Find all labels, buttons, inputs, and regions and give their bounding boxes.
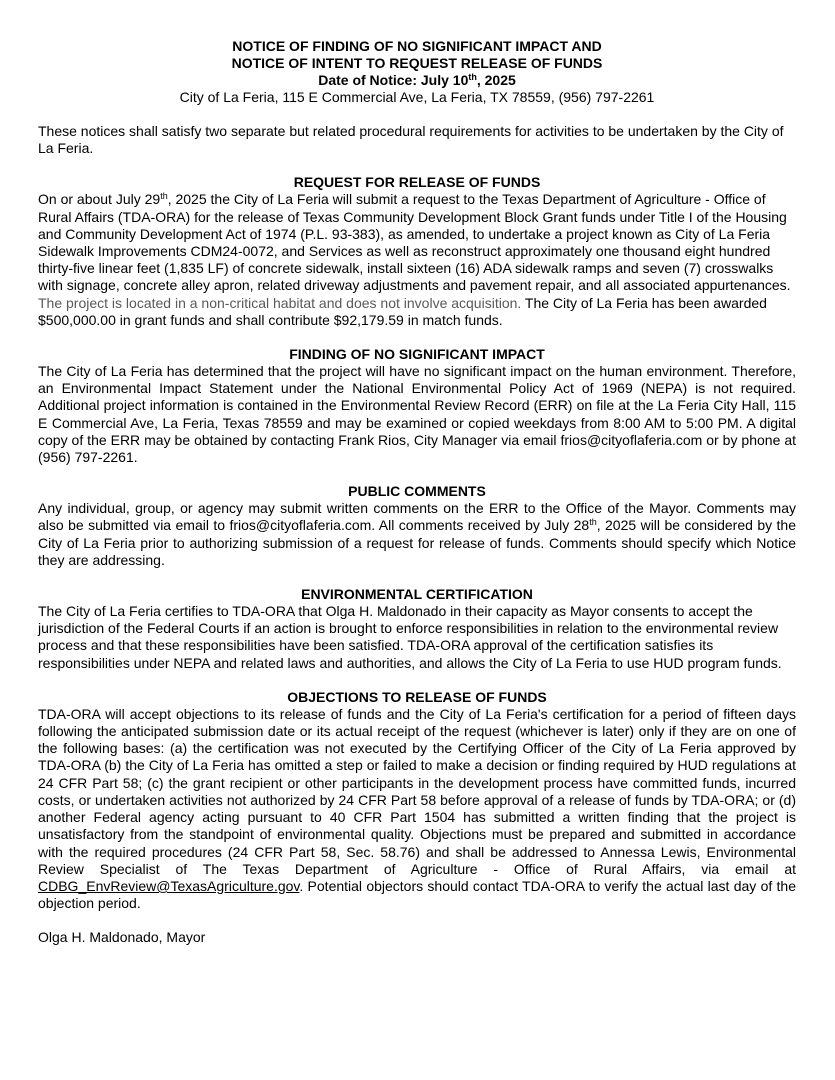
rrof-text-end: The City of La Feria has been awarded $500,000.00 in grant funds and shall contribute $92,179.59 in match funds. [38, 294, 767, 328]
intro-paragraph: These notices shall satisfy two separate but related procedural requirements for activities to be undertaken by the City of La Feria. [38, 123, 784, 157]
notice-title-line-2: NOTICE OF INTENT TO REQUEST RELEASE OF FUNDS [231, 55, 603, 71]
notice-date-suffix: , 2025 [476, 72, 516, 88]
notice-page [38, 38, 796, 946]
mayor-signature-line: Olga H. Maldonado, Mayor [38, 929, 206, 946]
notice-title-line-1: NOTICE OF FINDING OF NO SIGNIFICANT IMPACT AND [232, 38, 602, 54]
objections-text-pre: TDA-ORA will accept objections to its release of funds and the City of La Feria's certification for a period of fifteen days following the anticipated submission date or its actual receipt of the request (whichever is later) only if they are on one of the following bases: (a) the certification was not executed by the Certifying Officer of the City of La Feria approved by TDA-ORA (b) the City of La Feria has omitted a step or failed to make a decision or finding required by HUD regulations at 24 CFR Part 58; (c) the grant recipient or other participants in the development process have committed funds, incurred costs, or undertaken activities not authorized by 24 CFR Part 58 before approval of a release of funds by TDA-ORA; or (d) another Federal agency acting pursuant to 40 CFR Part 1504 has submitted a written finding that the project is unsatisfactory from the standpoint of environmental quality. Objections must be prepared and submitted in accordance with the required procedures (24 CFR Part 58, Sec. 58.76) and shall be addressed to Annessa Lewis, Environmental Review Specialist of The Texas Department of Agriculture - Office of Rural Affairs, via email at [38, 705, 796, 877]
certification-heading: ENVIRONMENTAL CERTIFICATION [301, 586, 533, 603]
objections-paragraph [38, 706, 796, 912]
comments-text-post: , 2025 will be considered by the City of La Feria prior to authorizing submission of a request for release of funds. Comments should specify which Notice they are addressing. [38, 517, 796, 568]
rrof-text-grey: The project is located in a non-critical habitat and does not involve acquisition. [38, 294, 522, 311]
comments-text-pre: Any individual, group, or agency may submit written comments on the ERR to the Office of the Mayor. Comments may also be submitted via email to frios@cityoflaferia.com. All comments received by July 28 [38, 500, 796, 534]
rrof-heading: REQUEST FOR RELEASE OF FUNDS [293, 174, 541, 191]
rrof-text-main: , 2025 the City of La Feria will submit a request to the Texas Department of Agriculture - Office of Rural Affairs (TDA-ORA) for the release of Texas Community Development Block Grant funds under Title I of the Housing and Community Development Act of 1974 (P.L. 93-383), as amended, to undertake a project known as City of La Feria Sidewalk Improvements CDM24-0072, and Services as well as reconstruct approximately one thousand eight hundred thirty-five linear feet (1,835 LF) of concrete sidewalk, install sixteen (16) ADA sidewalk ramps and seven (7) crosswalks with signage, concrete alley apron, related driveway adjustments and pavement repair, and all associated appurtenances. [38, 191, 791, 294]
fonsi-heading: FINDING OF NO SIGNIFICANT IMPACT [289, 346, 545, 363]
notice-date [38, 72, 796, 89]
fonsi-paragraph: The City of La Feria has determined that the project will have no significant impact on the human environment. Therefore, an Environmental Impact Statement under the National Environmental Policy Act of 1969 (NEPA) is not required. Additional project information is contained in the Environmental Review Record (ERR) on file at the La Feria City Hall, 115 E Commercial Ave, La Feria, Texas 78559 and may be examined or copied weekdays from 8:00 AM to 5:00 PM. A digital copy of the ERR may be obtained by contacting Frank Rios, City Manager via email frios@cityoflaferia.com or by phone at (956) 797-2261. [38, 363, 796, 466]
objections-heading: OBJECTIONS TO RELEASE OF FUNDS [287, 688, 547, 705]
rrof-paragraph [38, 191, 796, 329]
notice-date-sup: th [468, 72, 477, 82]
objections-email-link[interactable]: CDBG_EnvReview@TexasAgriculture.gov [38, 877, 300, 894]
notice-date-prefix: Date of Notice: July 10 [318, 72, 469, 88]
public-comments-heading: PUBLIC COMMENTS [348, 483, 486, 500]
rrof-sup: th [160, 191, 168, 202]
comments-sup: th [589, 517, 597, 528]
public-comments-paragraph [38, 500, 796, 569]
city-address: City of La Feria, 115 E Commercial Ave, La Feria, TX 78559, (956) 797-2261 [179, 89, 655, 105]
rrof-text-pre: On or about July 29 [38, 191, 161, 208]
objections-text-post: . Potential objectors should contact TDA-ORA to verify the actual last day of the objection period. [38, 877, 796, 912]
certification-paragraph: The City of La Feria certifies to TDA-ORA that Olga H. Maldonado in their capacity as Mayor consents to accept the jurisdiction of the Federal Courts if an action is brought to enforce responsibilities in relation to the environmental review process and that these responsibilities have been satisfied. TDA-ORA approval of the certification satisfies its responsibilities under NEPA and related laws and authorities, and allows the City of La Feria to use HUD program funds. [38, 603, 782, 671]
